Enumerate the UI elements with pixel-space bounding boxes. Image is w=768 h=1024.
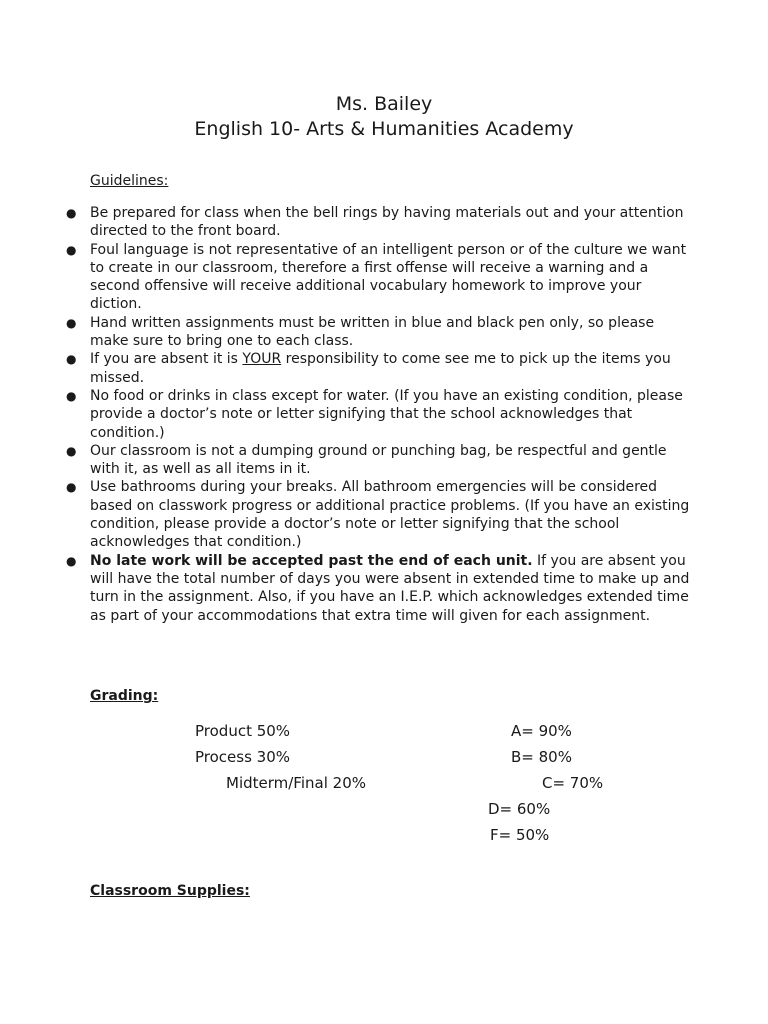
teacher-name: Ms. Bailey <box>335 93 433 115</box>
list-item <box>66 350 691 387</box>
grading-heading: Grading: <box>90 688 159 704</box>
bullet-icon: ● <box>66 388 77 403</box>
guideline-text: Be prepared for class when the bell rings by having materials out and your attention directed to the front board. <box>90 205 684 240</box>
guideline-text: Use bathrooms during your breaks. All bathroom emergencies will be considered based on classwork progress or additional practice problems. (If you have an existing condition, please provide a doctor’s note or letter signifying that the school acknowledges that condition.) <box>90 479 690 551</box>
guideline-text-pre: If you are absent it is <box>90 351 243 368</box>
bullet-icon: ● <box>66 242 77 257</box>
bullet-icon: ● <box>66 206 77 220</box>
bullet-icon: ● <box>66 553 77 568</box>
list-item <box>66 314 691 351</box>
bullet-icon: ● <box>66 315 77 330</box>
guideline-text: No food or drinks in class except for water. (If you have an existing condition, please provide a doctor’s note or letter signifying that the school acknowledges that condition.) <box>90 387 683 441</box>
list-item <box>66 552 691 625</box>
grade-scale-item: F= 50% <box>490 826 550 844</box>
list-item <box>66 478 691 551</box>
guideline-bold-text: No late work will be accepted past the end of each unit. <box>90 552 533 569</box>
guidelines-list <box>66 204 691 625</box>
bullet-icon: ● <box>66 480 77 495</box>
grading-weight: Product 50% <box>195 722 291 740</box>
bullet-icon: ● <box>66 443 77 458</box>
guideline-text: Our classroom is not a dumping ground or punching bag, be respectful and gentle with it, as well as all items in it. <box>90 442 667 478</box>
list-item <box>66 442 691 479</box>
course-title: English 10- Arts & Humanities Academy <box>194 118 574 140</box>
guideline-text: Foul language is not representative of an intelligent person or of the culture we want to create in our classroom, therefore a first offense will receive a warning and a second offensive will receive additional vocabulary homework to improve your diction. <box>90 241 687 313</box>
grade-scale-item: C= 70% <box>542 774 604 792</box>
grade-scale-item: B= 80% <box>511 748 572 766</box>
guideline-emphasis: YOUR <box>242 351 282 368</box>
supplies-heading: Classroom Supplies: <box>90 883 250 899</box>
grade-scale-item: D= 60% <box>488 800 551 818</box>
guideline-text: Hand written assignments must be written in blue and black pen only, so please make sure to bring one to each class. <box>90 314 655 350</box>
bullet-icon: ● <box>66 352 77 367</box>
list-item <box>66 204 691 241</box>
guideline-text-post: responsibility to come see me to pick up the items you missed. <box>90 351 671 386</box>
guidelines-heading: Guidelines: <box>90 173 169 189</box>
grade-scale-item: A= 90% <box>511 722 572 740</box>
guideline-text-post: If you are absent you will have the total number of days you were absent in extended time to make up and turn in the assignment. Also, if you have an I.E.P. which acknowledges extended time as part of your accommodations that extra time will given for each assignment. <box>90 552 690 624</box>
grading-weight: Process 30% <box>195 748 291 766</box>
list-item <box>66 387 691 442</box>
list-item <box>66 241 691 314</box>
grading-weight: Midterm/Final 20% <box>226 774 366 792</box>
